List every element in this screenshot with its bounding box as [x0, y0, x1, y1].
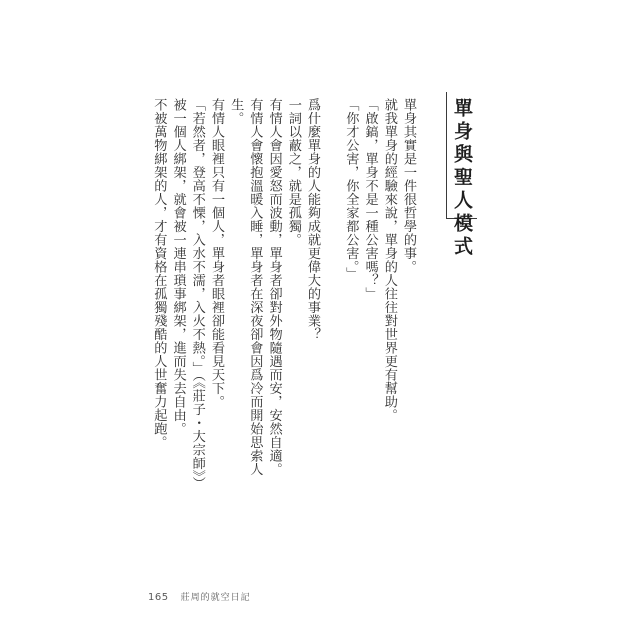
paragraph: 「若然者，登高不慄，入水不濡，入火不熱。」（《莊子・大宗師》）	[189, 98, 205, 491]
paragraph: 就我單身的經驗來說，單身的人往往對世界更有幫助。	[381, 98, 397, 422]
paragraph: 爲什麼單身的人能夠成就更偉大的事業？	[305, 98, 320, 341]
paragraph: 「你才公害，你全家都公害。」	[343, 98, 359, 281]
paragraph: 一詞以蔽之，就是孤獨。	[285, 98, 301, 247]
paragraph: 有情人會懷抱溫暖入睡，單身者在深夜卻會因爲冷而開始思索人生。	[228, 98, 263, 476]
paragraph-gap	[322, 98, 341, 498]
body-text	[149, 98, 418, 498]
running-book-title: 莊周的就空日記	[180, 593, 251, 603]
page-footer	[148, 590, 251, 603]
chapter-title: 單身與聖人模式	[451, 98, 473, 259]
paragraph: 有情人會因愛怒而波動，單身者卻對外物隨遇而安，安然自適。	[266, 98, 282, 476]
paragraph: 單身其實是一件很哲學的事。	[401, 98, 416, 274]
page-number: 165	[148, 592, 169, 603]
paragraph: 「啟鎬，單身不是一種公害嗎？」	[362, 98, 378, 301]
paragraph: 有情人眼裡只有一個人，單身者眼裡卻能看見天下。	[208, 98, 224, 409]
paragraph: 不被萬物綁架的人，才有資格在孤獨殘酷的人世奮力起跑。	[151, 98, 167, 449]
paragraph: 被一個人綁架，就會被一連串瑣事綁架，進而失去自由。	[170, 98, 186, 436]
